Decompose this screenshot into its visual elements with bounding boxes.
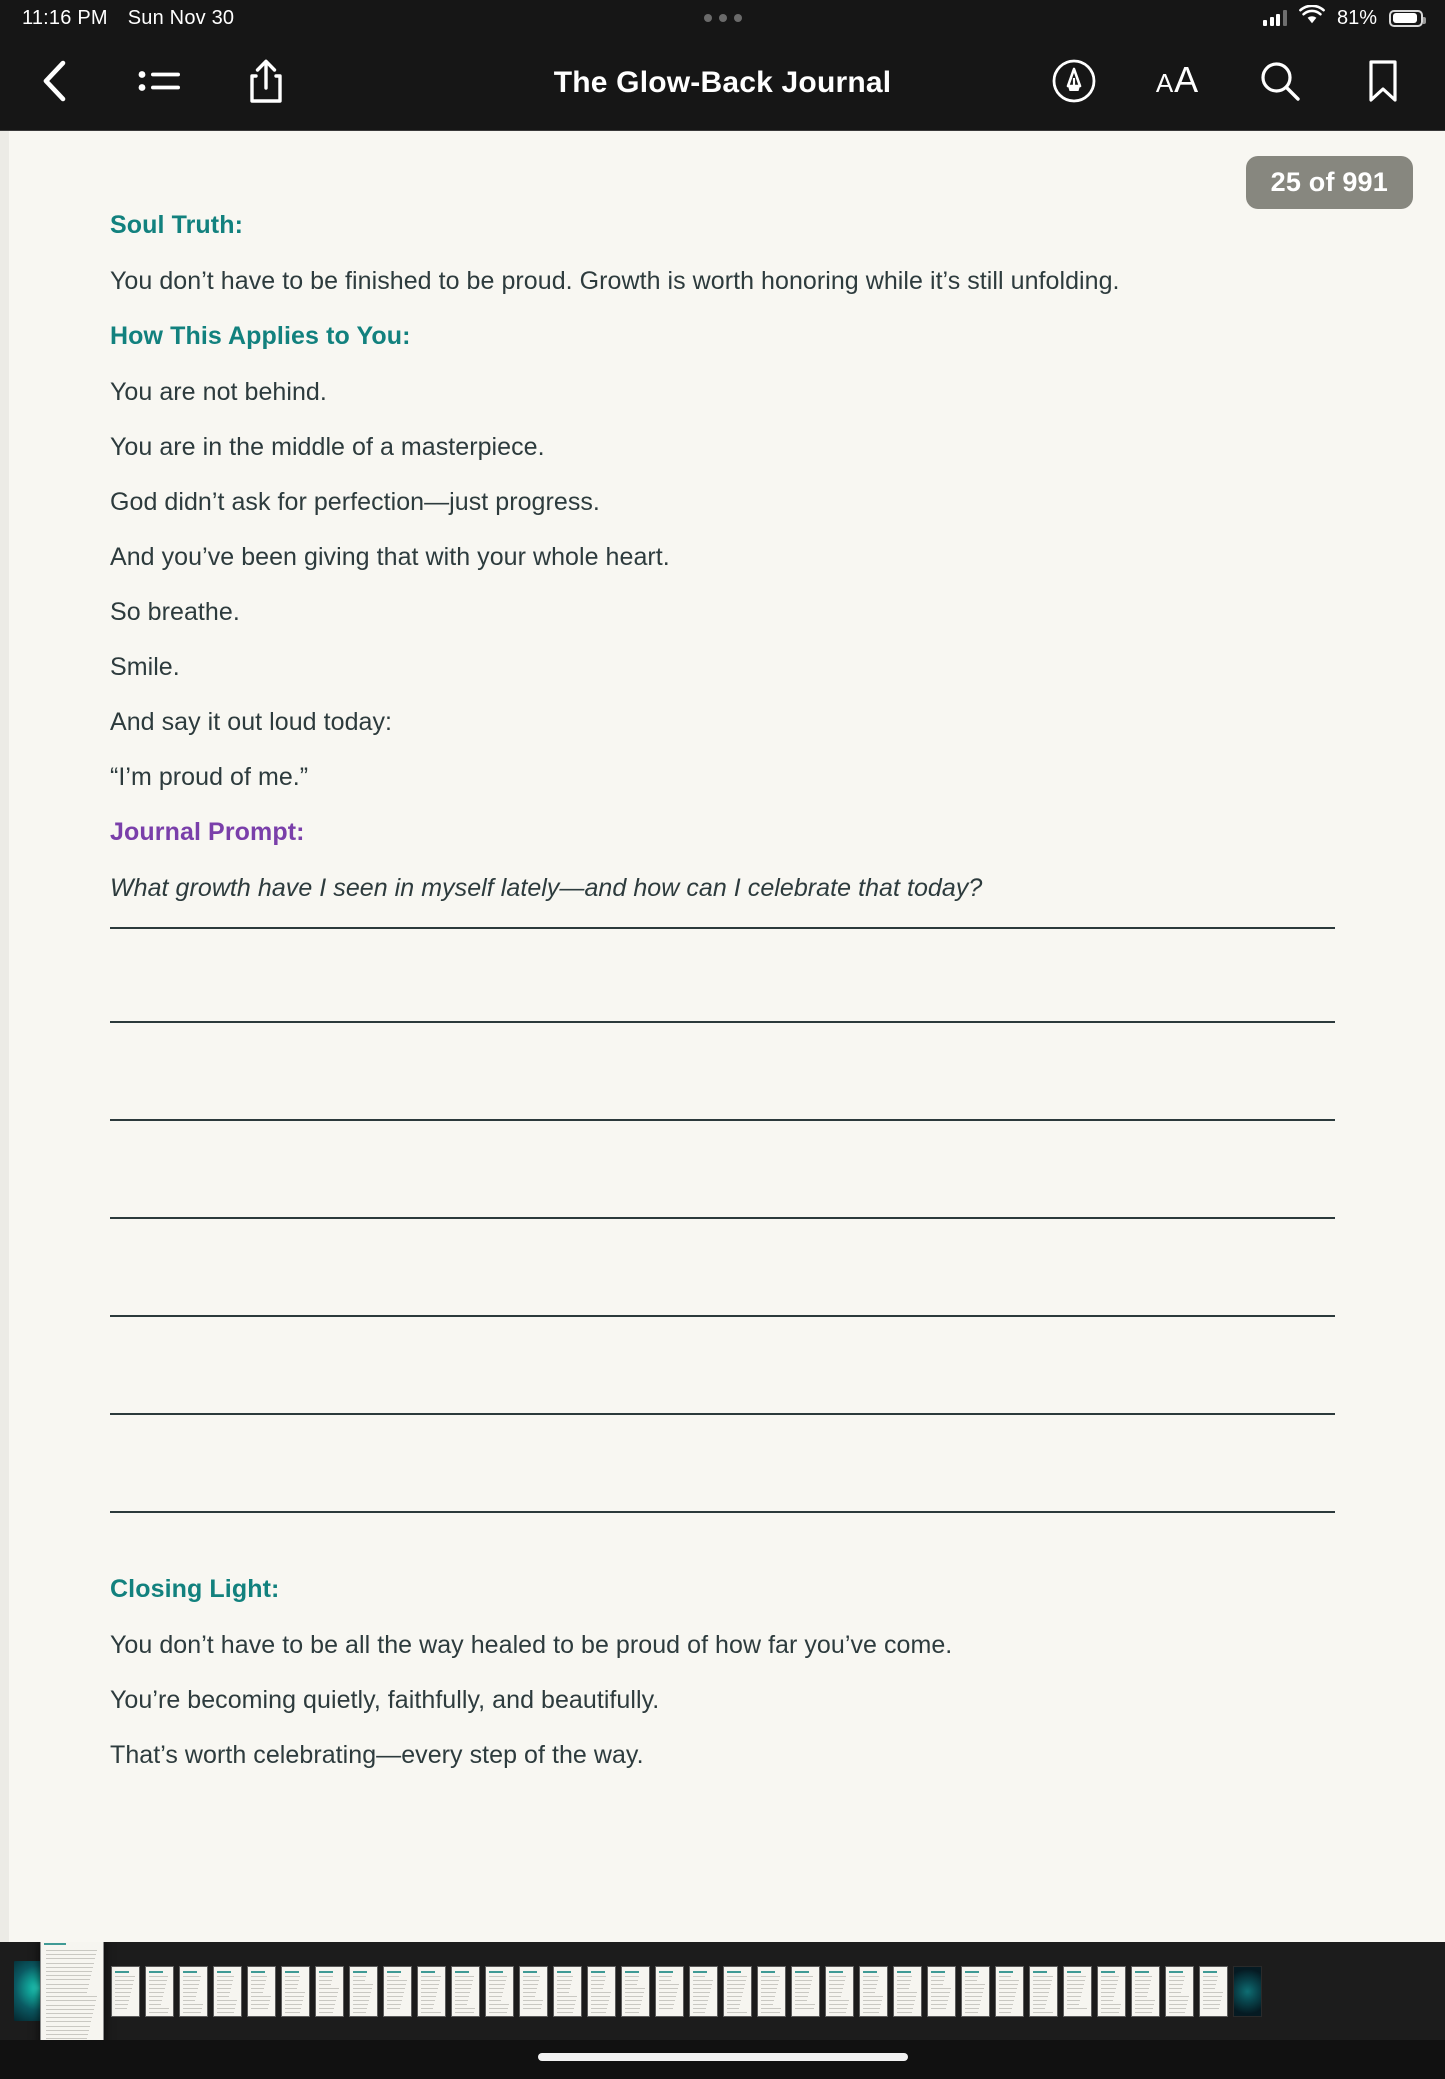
applies-line: So breathe.	[110, 598, 240, 626]
page-thumbnail[interactable]	[485, 1966, 514, 2017]
how-this-applies-heading: How This Applies to You:	[110, 322, 411, 350]
closing-line: That’s worth celebrating—every step of the way.	[110, 1741, 644, 1769]
book-back-cover-thumbnail[interactable]	[1233, 1966, 1262, 2017]
back-button[interactable]	[30, 59, 78, 107]
page-thumbnail[interactable]	[111, 1966, 140, 2017]
table-of-contents-button[interactable]	[136, 59, 184, 107]
page-indicator-badge: 25 of 991	[1246, 156, 1413, 209]
writing-line	[110, 1121, 1335, 1219]
writing-line	[110, 1219, 1335, 1317]
page-thumbnail[interactable]	[247, 1966, 276, 2017]
applies-line: Smile.	[110, 653, 180, 681]
page-thumbnail[interactable]	[791, 1966, 820, 2017]
journal-prompt-text: What growth have I seen in myself lately—and how can I celebrate that today?	[110, 874, 983, 902]
page-thumbnail[interactable]	[655, 1966, 684, 2017]
status-bar	[0, 0, 1445, 36]
writing-lines	[110, 927, 1335, 1513]
page-thumbnail[interactable]	[1063, 1966, 1092, 2017]
writing-line	[110, 1023, 1335, 1121]
page-thumbnail[interactable]	[519, 1966, 548, 2017]
page-thumbnail[interactable]	[1199, 1966, 1228, 2017]
applies-line: You are not behind.	[110, 378, 327, 406]
page-thumbnail[interactable]	[145, 1966, 174, 2017]
page-thumbnail[interactable]	[213, 1966, 242, 2017]
page-thumbnail[interactable]	[825, 1966, 854, 2017]
bookmark-icon	[1366, 58, 1400, 109]
back-chevron-icon	[40, 59, 68, 108]
text-size-small-a: A	[1155, 68, 1174, 98]
page-thumbnail[interactable]	[723, 1966, 752, 2017]
markup-pen-icon	[1051, 58, 1097, 109]
dynamic-island-dots-icon	[704, 14, 742, 22]
page-thumbnail[interactable]	[451, 1966, 480, 2017]
page-thumbnail[interactable]	[417, 1966, 446, 2017]
toolbar-right-group	[1050, 59, 1445, 107]
book-page[interactable]	[0, 130, 1445, 1942]
table-of-contents-icon	[138, 66, 182, 101]
closing-line: You’re becoming quietly, faithfully, and beautifully.	[110, 1686, 660, 1714]
wifi-icon	[1299, 5, 1325, 31]
applies-line: You are in the middle of a masterpiece.	[110, 433, 545, 461]
page-thumbnail[interactable]	[1165, 1966, 1194, 2017]
applies-line: God didn’t ask for perfection—just progress.	[110, 488, 600, 516]
page-thumbnail[interactable]	[995, 1966, 1024, 2017]
status-bar-left	[22, 7, 234, 30]
current-page-thumbnail[interactable]	[40, 1942, 104, 2040]
writing-line	[110, 1415, 1335, 1513]
page-thumbnail[interactable]	[587, 1966, 616, 2017]
search-icon	[1258, 59, 1302, 108]
closing-line: You don’t have to be all the way healed to be proud of how far you’ve come.	[110, 1631, 953, 1659]
status-bar-right	[1263, 5, 1423, 31]
page-thumbnail[interactable]	[179, 1966, 208, 2017]
book-title: The Glow-Back Journal	[553, 66, 892, 99]
writing-line	[110, 1317, 1335, 1415]
page-thumbnail-scrubber[interactable]	[0, 1942, 1445, 2040]
closing-light-heading: Closing Light:	[110, 1575, 280, 1603]
battery-icon	[1389, 10, 1423, 27]
page-content	[0, 131, 1445, 1796]
page-thumbnail[interactable]	[281, 1966, 310, 2017]
page-thumbnail[interactable]	[315, 1966, 344, 2017]
page-thumbnail[interactable]	[1097, 1966, 1126, 2017]
page-thumbnail[interactable]	[349, 1966, 378, 2017]
toolbar-left-group	[0, 59, 290, 107]
page-thumbnail[interactable]	[927, 1966, 956, 2017]
page-thumbnail[interactable]	[553, 1966, 582, 2017]
battery-percent-label: 81%	[1336, 6, 1377, 29]
cellular-signal-icon	[1263, 10, 1287, 26]
status-date: Sun Nov 30	[127, 6, 235, 29]
home-indicator	[538, 2053, 908, 2061]
share-button[interactable]	[242, 59, 290, 107]
bookmark-button[interactable]	[1359, 59, 1407, 107]
journal-prompt-heading: Journal Prompt:	[110, 818, 305, 846]
page-thumbnail[interactable]	[1029, 1966, 1058, 2017]
page-thumbnail[interactable]	[689, 1966, 718, 2017]
text-size-button[interactable]	[1153, 59, 1201, 107]
page-thumbnail[interactable]	[961, 1966, 990, 2017]
writing-line	[110, 927, 1335, 1023]
page-thumbnail[interactable]	[757, 1966, 786, 2017]
soul-truth-body: You don’t have to be finished to be proud. Growth is worth honoring while it’s still unfolding.	[110, 267, 1120, 295]
page-thumbnail[interactable]	[859, 1966, 888, 2017]
soul-truth-heading: Soul Truth:	[110, 211, 244, 239]
applies-line: And say it out loud today:	[110, 708, 393, 736]
page-thumbnail[interactable]	[383, 1966, 412, 2017]
page-thumbnail[interactable]	[893, 1966, 922, 2017]
page-thumbnail[interactable]	[1131, 1966, 1160, 2017]
share-icon	[248, 58, 284, 109]
page-thumbnail[interactable]	[621, 1966, 650, 2017]
reader-toolbar	[0, 36, 1445, 130]
markup-button[interactable]	[1050, 59, 1098, 107]
text-size-large-a: A	[1174, 59, 1199, 100]
status-time: 11:16 PM	[22, 6, 108, 29]
applies-line: And you’ve been giving that with your whole heart.	[110, 543, 670, 571]
closing-light-section	[110, 1575, 1335, 1770]
applies-line: “I’m proud of me.”	[110, 763, 309, 791]
search-button[interactable]	[1256, 59, 1304, 107]
